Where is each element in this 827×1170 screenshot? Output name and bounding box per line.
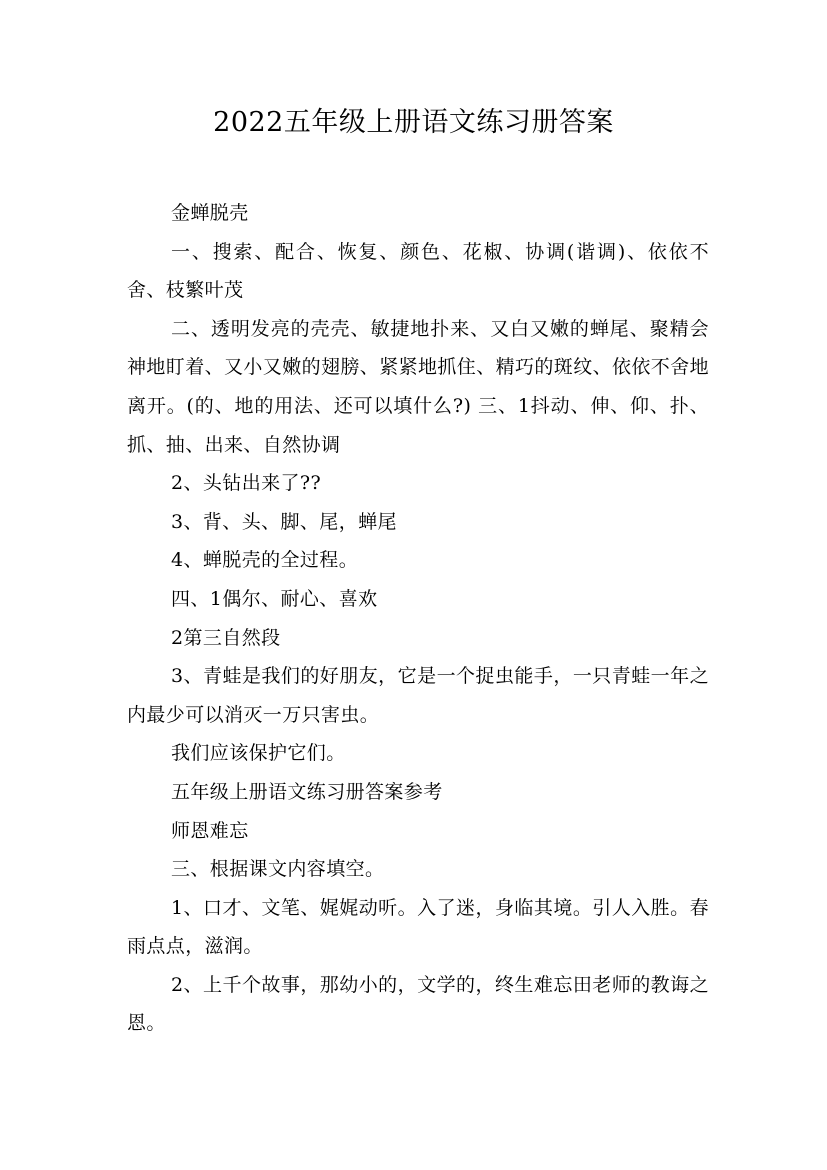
- paragraph-answer-2: 2、头钻出来了??: [171, 472, 322, 495]
- paragraph-answer-3: 3、背、头、脚、尾，蝉尾: [171, 510, 397, 533]
- paragraph-conclusion: 我们应该保护它们。: [171, 742, 346, 765]
- paragraph-answer-4-3: 3、青蛙是我们的好朋友，它是一个捉虫能手，一只青蛙一年之内最少可以消灭一万只害虫。: [127, 665, 709, 726]
- document-title: 2022五年级上册语文练习册答案: [213, 107, 614, 138]
- paragraph-section-3: 三、根据课文内容填空。: [171, 858, 385, 881]
- paragraph-answer-4: 4、蝉脱壳的全过程。: [171, 549, 359, 572]
- paragraph-fill-2: 2、上千个故事，那幼小的，文学的，终生难忘田老师的教诲之恩。: [127, 973, 709, 1035]
- paragraph-section-1: 一、搜索、配合、恢复、颜色、花椒、协调(谐调)、依依不舍、枝繁叶茂: [127, 240, 709, 302]
- paragraph-section-4: 四、1偶尔、耐心、喜欢: [171, 587, 378, 610]
- paragraph-section-2: 二、透明发亮的壳壳、敏捷地扑来、又白又嫩的蝉尾、聚精会神地盯着、又小又嫩的翅膀、紧紧地抓住、精巧的斑纹、依依不舍地离开。(的、地的用法、还可以填什么?) 三、1抖动、伸、仰、扑、抓、抽、出来、自然协调: [127, 317, 710, 456]
- paragraph-lesson-title-1: 金蝉脱壳: [171, 202, 249, 224]
- document-body: [127, 194, 709, 1043]
- paragraph-subheading: 五年级上册语文练习册答案参考: [171, 780, 443, 803]
- paragraph-lesson-title-2: 师恩难忘: [171, 819, 249, 842]
- paragraph-answer-4-2: 2第三自然段: [171, 626, 281, 649]
- paragraph-fill-1: 1、口才、文笔、娓娓动听。入了迷，身临其境。引人入胜。春雨点点，滋润。: [127, 896, 709, 958]
